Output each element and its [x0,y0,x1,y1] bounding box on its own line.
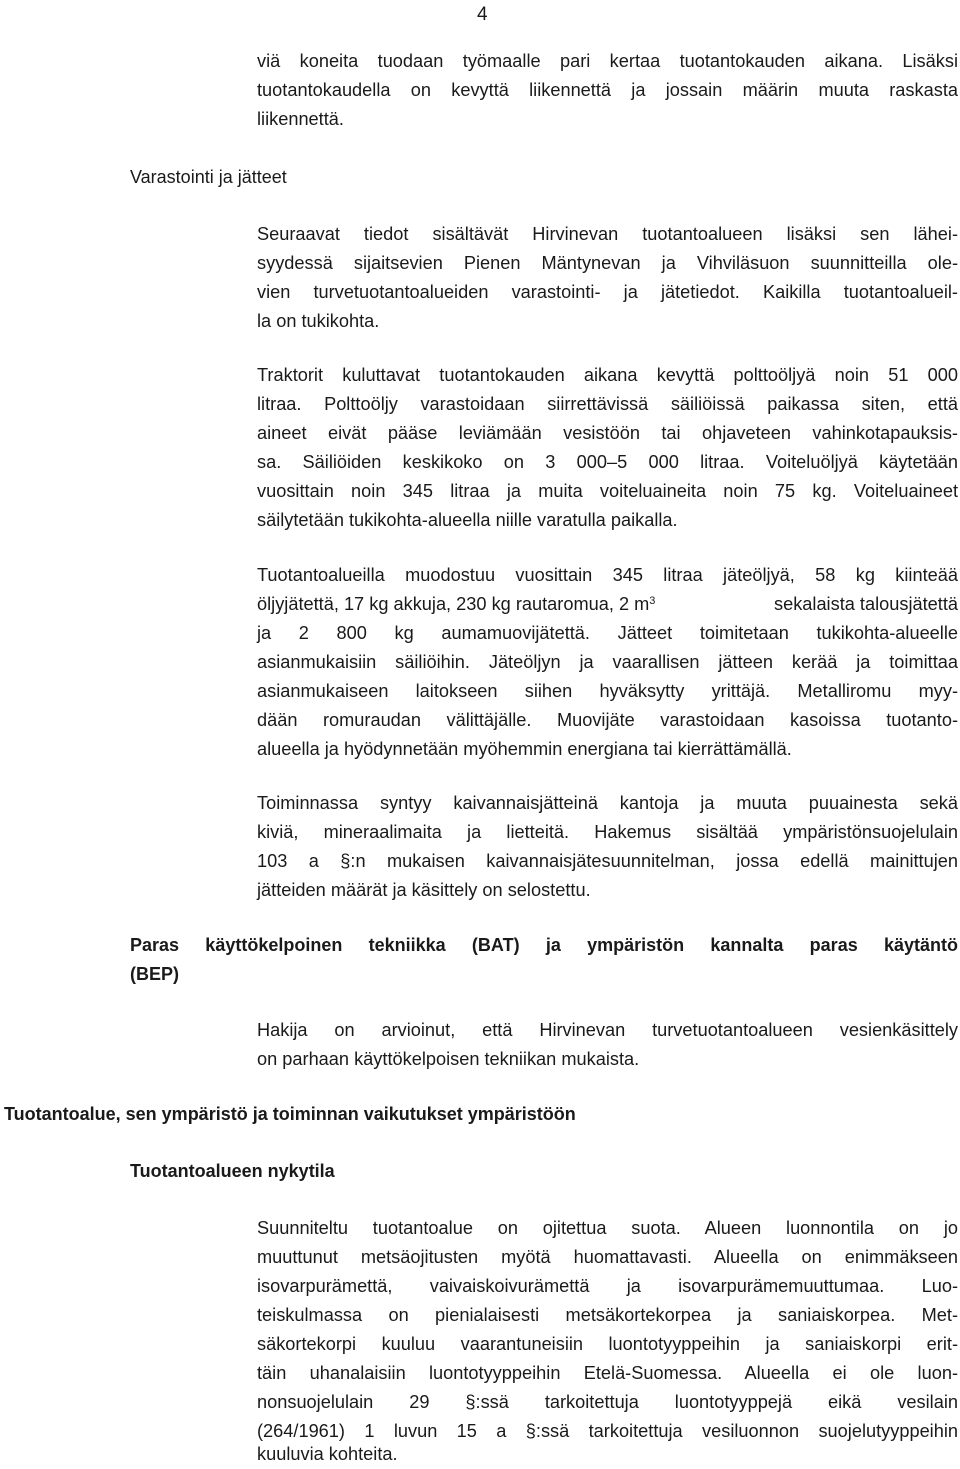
text-line: muuttunut metsäojitusten myötä huomattavasti. Alueella on enimmäkseen [257,1247,958,1267]
text-line: vuosittain noin 345 litraa ja muita voiteluaineita noin 75 kg. Voiteluaineet [257,481,958,501]
text-line: nonsuojelulain 29 §:ssä tarkoitettuja luontotyyppejä eikä vesilain [257,1392,958,1412]
text-line: kiviä, mineraalimaita ja lietteitä. Hakemus sisältää ympäristönsuojelulain [257,822,958,842]
text-line: Suunniteltu tuotantoalue on ojitettua suota. Alueen luonnontila on jo [257,1218,958,1238]
text-line: asianmukaisiin säiliöihin. Jäteöljyn ja vaarallisen jätteen kerää ja toimittaa [257,652,958,672]
text-line: Traktorit kuluttavat tuotantokauden aikana kevyttä polttoöljyä noin 51 000 [257,365,958,385]
text-line: litraa. Polttoöljy varastoidaan siirrettävissä säiliöissä paikassa siten, että [257,394,958,414]
text-line: täin uhanalaisiin luontotyyppeihin Etelä-Suomessa. Alueella ei ole luon- [257,1363,958,1383]
text-line: teiskulmassa on pienialaisesti metsäkortekorpea ja saniaiskorpea. Met- [257,1305,958,1325]
page-number: 4 [477,4,488,25]
superscript: 3 [649,595,656,607]
text-line: syydessä sijaitsevien Pienen Mäntynevan ja Vihviläsuon suunnitteilla ole- [257,253,958,273]
text-line: la on tukikohta. [257,311,380,331]
text-segment: sekalaista talousjätettä [773,594,958,614]
section-heading-storage: Varastointi ja jätteet [130,167,287,187]
heading-line: Paras käyttökelpoinen tekniikka (BAT) ja ympäristön kannalta paras käytäntö [130,935,958,955]
text-line: sa. Säiliöiden keskikoko on 3 000–5 000 litraa. Voiteluöljyä käytetään [257,452,958,472]
text-line: (264/1961) 1 luvun 15 a §:ssä tarkoitettuja vesiluonnon suojelutyyppeihin [257,1421,958,1441]
text-line: säilytetään tukikohta-alueella niille varatulla paikalla. [257,510,678,530]
text-line: asianmukaiseen laitokseen siihen hyväksytty yrittäjä. Metalliromu myy- [257,681,958,701]
text-line: Toiminnassa syntyy kaivannaisjätteinä kantoja ja muuta puuainesta sekä [257,793,958,813]
text-line: Hakija on arvioinut, että Hirvinevan turvetuotantoalueen vesienkäsittely [257,1020,958,1040]
text-line: alueella ja hyödynnetään myöhemmin energiana tai kierrättämällä. [257,739,792,759]
text-part: öljyjätettä, 17 kg akkuja, 230 kg rautaromua, 2 m [257,594,650,614]
text-line: viä koneita tuodaan työmaalle pari kertaa tuotantokauden aikana. Lisäksi [257,51,958,71]
text-line: jätteiden määrät ja käsittely on selostettu. [257,880,591,900]
heading-line: (BEP) [130,964,179,984]
text-line: 103 a §:n mukaisen kaivannaisjätesuunnitelman, jossa edellä mainittujen [257,851,958,871]
subsection-heading-current-state: Tuotantoalueen nykytila [130,1161,335,1181]
section-heading-environment: Tuotantoalue, sen ympäristö ja toiminnan vaikutukset ympäristöön [4,1104,576,1124]
text-line: vien turvetuotantoalueiden varastointi- ja jätetiedot. Kaikilla tuotantoalueil- [257,282,958,302]
text-line: on parhaan käyttökelpoisen tekniikan mukaista. [257,1049,640,1069]
text-line: tuotantokaudella on kevyttä liikennettä ja jossain määrin muuta raskasta [257,80,958,100]
text-line: dään romuraudan välittäjälle. Muovijäte varastoidaan kasoissa tuotanto- [257,710,958,730]
text-line: kuuluvia kohteita. [257,1444,398,1464]
text-line [257,590,958,619]
text-line: liikennettä. [257,109,344,129]
text-line: aineet eivät pääse leviämään vesistöön tai ohjaveteen vahinkotapauksis- [257,423,958,443]
text-line: Tuotantoalueilla muodostuu vuosittain 345 litraa jäteöljyä, 58 kg kiinteää [257,565,958,585]
text-line: isovarpurämettä, vaivaiskoivurämettä ja isovarpurämemuuttumaa. Luo- [257,1276,958,1296]
text-segment [257,590,655,619]
text-line: säkortekorpi kuuluu vaarantuneisiin luontotyyppeihin ja saniaiskorpi erit- [257,1334,958,1354]
text-line: ja 2 800 kg aumamuovijätettä. Jätteet toimitetaan tukikohta-alueelle [257,623,958,643]
text-line: Seuraavat tiedot sisältävät Hirvinevan tuotantoalueen lisäksi sen lähei- [257,224,958,244]
